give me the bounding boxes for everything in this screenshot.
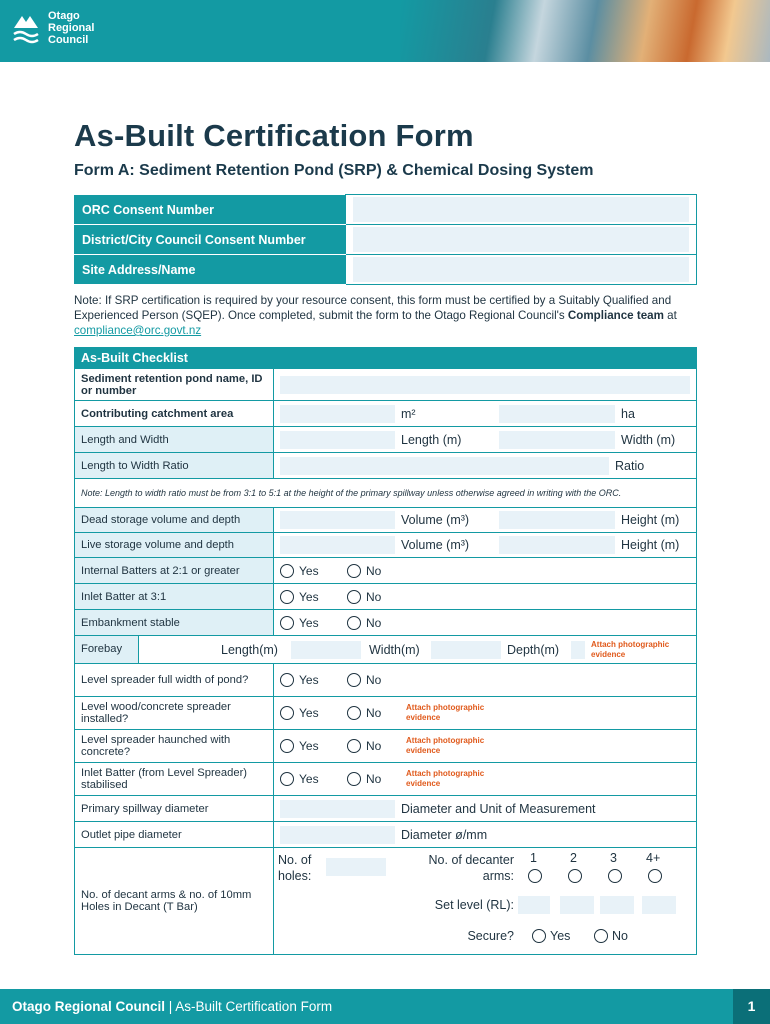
level-wood-no-radio[interactable] (347, 706, 361, 720)
live-volume-input[interactable] (280, 536, 395, 554)
org-logo-text: Otago Regional Council (48, 10, 95, 46)
secure-yes-radio[interactable] (532, 929, 546, 943)
spillway-label: Primary spillway diameter (75, 796, 274, 822)
arm-option-4plus: 4+ (646, 851, 661, 865)
inlet-spreader-label: Inlet Batter (from Level Spreader) stabilised (75, 763, 274, 796)
live-volume-unit: Volume (m³) (401, 538, 470, 552)
internal-batters-yes-radio[interactable] (280, 564, 294, 578)
decanter-arms-label: No. of decanter arms: (428, 853, 514, 883)
orc-consent-label: ORC Consent Number (75, 195, 346, 225)
level-haunched-no-radio[interactable] (347, 739, 361, 753)
arm-3-radio[interactable] (608, 869, 622, 883)
forebay-attach-note: Attach photographic evidence (591, 639, 670, 659)
unit-ha: ha (621, 406, 635, 421)
forebay-length-input[interactable] (291, 641, 361, 659)
orc-consent-input[interactable] (353, 197, 689, 222)
forebay-depth-input[interactable] (571, 641, 585, 659)
spillway-input[interactable] (280, 800, 395, 818)
outlet-label: Outlet pipe diameter (75, 822, 274, 848)
forebay-length-label: Length(m) (221, 642, 278, 657)
arm-option-3: 3 (610, 851, 617, 865)
dead-height-unit: Height (m) (621, 513, 680, 527)
ratio-label: Length to Width Ratio (75, 453, 274, 479)
catchment-ha-input[interactable] (499, 405, 615, 423)
page-number: 1 (733, 989, 770, 1024)
level-wood-label: Level wood/concrete spreader installed? (75, 697, 274, 730)
set-level-input-3[interactable] (600, 896, 634, 914)
level-haunched-label: Level spreader haunched with concrete? (75, 730, 274, 763)
header-photo (400, 0, 770, 62)
forebay-width-input[interactable] (431, 641, 501, 659)
level-haunched-attach-note: Attach photographic evidence (406, 736, 485, 755)
length-input[interactable] (280, 431, 395, 449)
outlet-unit: Diameter ø/mm (401, 827, 488, 842)
footer-doc-title: As-Built Certification Form (175, 999, 333, 1014)
arm-option-1: 1 (530, 851, 537, 865)
pond-name-label: Sediment retention pond name, ID or number (81, 372, 263, 397)
page-footer (0, 989, 770, 1024)
arm-1-radio[interactable] (528, 869, 542, 883)
ratio-note: Note: Length to width ratio must be from 3:1 to 5:1 at the height of the primary spillway unless otherwise agreed in writing with the ORC. (75, 479, 697, 508)
spillway-unit: Diameter and Unit of Measurement (401, 801, 596, 816)
live-height-unit: Height (m) (621, 538, 680, 552)
arm-2-radio[interactable] (568, 869, 582, 883)
live-height-input[interactable] (499, 536, 615, 554)
set-level-input-4[interactable] (642, 896, 676, 914)
footer-org: Otago Regional Council (12, 999, 166, 1014)
site-address-label: Site Address/Name (75, 255, 346, 285)
consent-table (74, 194, 697, 285)
outlet-input[interactable] (280, 826, 395, 844)
secure-label: Secure? (467, 929, 514, 943)
set-level-input-1[interactable] (518, 896, 550, 914)
ratio-input[interactable] (280, 457, 609, 475)
inlet-spreader-attach-note: Attach photographic evidence (406, 769, 485, 788)
footer-separator: | (165, 999, 176, 1014)
forebay-depth-label: Depth(m) (507, 642, 560, 657)
unit-m2: m² (401, 406, 416, 421)
dead-volume-input[interactable] (280, 511, 395, 529)
level-spreader-full-no-radio[interactable] (347, 673, 361, 687)
internal-batters-no-radio[interactable] (347, 564, 361, 578)
header-banner (0, 0, 770, 62)
page-title: As-Built Certification Form (74, 118, 474, 153)
level-haunched-yes-radio[interactable] (280, 739, 294, 753)
decant-label: No. of decant arms & no. of 10mm Holes in Decant (T Bar) (75, 848, 274, 955)
ratio-unit: Ratio (615, 458, 645, 473)
embankment-label: Embankment stable (75, 610, 274, 636)
arm-option-2: 2 (570, 851, 577, 865)
embankment-yes-radio[interactable] (280, 616, 294, 630)
width-input[interactable] (499, 431, 615, 449)
length-width-label: Length and Width (75, 427, 274, 453)
level-spreader-full-label: Level spreader full width of pond? (75, 664, 274, 697)
pond-name-input[interactable] (280, 376, 690, 394)
secure-no-radio[interactable] (594, 929, 608, 943)
compliance-email-link[interactable]: compliance@orc.govt.nz (74, 324, 202, 337)
catchment-label: Contributing catchment area (81, 407, 234, 420)
holes-label: No. of holes: (278, 853, 312, 883)
inlet-spreader-no-radio[interactable] (347, 772, 361, 786)
internal-batters-label: Internal Batters at 2:1 or greater (75, 558, 274, 584)
forebay-label: Forebay (75, 636, 139, 663)
submission-note: Note: If SRP certification is required by your resource consent, this form must be certified by a Suitably Qualified and Experienced Person (SQEP). Once completed, submit the form to the Otago Regional Council's Compliance team at compliance@orc.govt.nz (74, 294, 677, 337)
forebay-width-label: Width(m) (369, 642, 420, 657)
level-wood-attach-note: Attach photographic evidence (406, 703, 485, 722)
council-consent-label: District/City Council Consent Number (75, 225, 346, 255)
site-address-input[interactable] (353, 257, 689, 282)
set-level-input-2[interactable] (560, 896, 594, 914)
catchment-m2-input[interactable] (280, 405, 395, 423)
inlet-spreader-yes-radio[interactable] (280, 772, 294, 786)
checklist-header: As-Built Checklist (75, 348, 697, 369)
inlet-batter-yes-radio[interactable] (280, 590, 294, 604)
inlet-batter-no-radio[interactable] (347, 590, 361, 604)
level-spreader-full-yes-radio[interactable] (280, 673, 294, 687)
dead-volume-unit: Volume (m³) (401, 513, 470, 527)
holes-input[interactable] (326, 858, 386, 876)
set-level-label: Set level (RL): (434, 898, 514, 912)
level-wood-yes-radio[interactable] (280, 706, 294, 720)
page-subtitle: Form A: Sediment Retention Pond (SRP) & Chemical Dosing System (74, 162, 594, 179)
length-unit: Length (m) (401, 432, 462, 447)
live-storage-label: Live storage volume and depth (75, 533, 274, 558)
orc-logo-icon (12, 12, 40, 48)
council-consent-input[interactable] (353, 227, 689, 252)
width-unit: Width (m) (621, 432, 676, 447)
arm-4plus-radio[interactable] (648, 869, 662, 883)
inlet-batter-label: Inlet Batter at 3:1 (75, 584, 274, 610)
embankment-no-radio[interactable] (347, 616, 361, 630)
dead-height-input[interactable] (499, 511, 615, 529)
dead-storage-label: Dead storage volume and depth (75, 508, 274, 533)
as-built-checklist: As-Built Checklist Sediment retention pond name, ID or number Contributing catchment area m² ha Length and Width Length (m) Width (m) Length to Width Ratio Ratio Note: Length to width ratio must be from 3:1 to 5:1 at the height of the primary spillway unless otherwise agreed in writing with the ORC. Dead storage volume and depth Volume (m³) Height (m) Live storage volume and depth Volume (m³) Height (m) Internal Batters at 2:1 or greater Yes No Inlet Batter at 3:1 Yes No Embankment stable Yes No Forebay Length(m) Width(m) Depth(m) Attach photographic evidence Level spreader full width of pond? Yes No Level wood/concrete spreader installed? Yes No Attach photographic evidence Level spreader haunched with concrete? Yes No Attach photographic evidence Inlet Batter (from Level Spreader) stabilised Yes No Attach photographic evidence Primary spillway diameter Diameter and Unit of Measurement Outlet pipe diameter Diameter ø/mm No. of decant arms & no. of 10mm Holes in Decant (T Bar) No. of holes: No. of decanter arms: 1 2 3 4+ Set level (RL): Secure? Yes No (74, 347, 697, 955)
